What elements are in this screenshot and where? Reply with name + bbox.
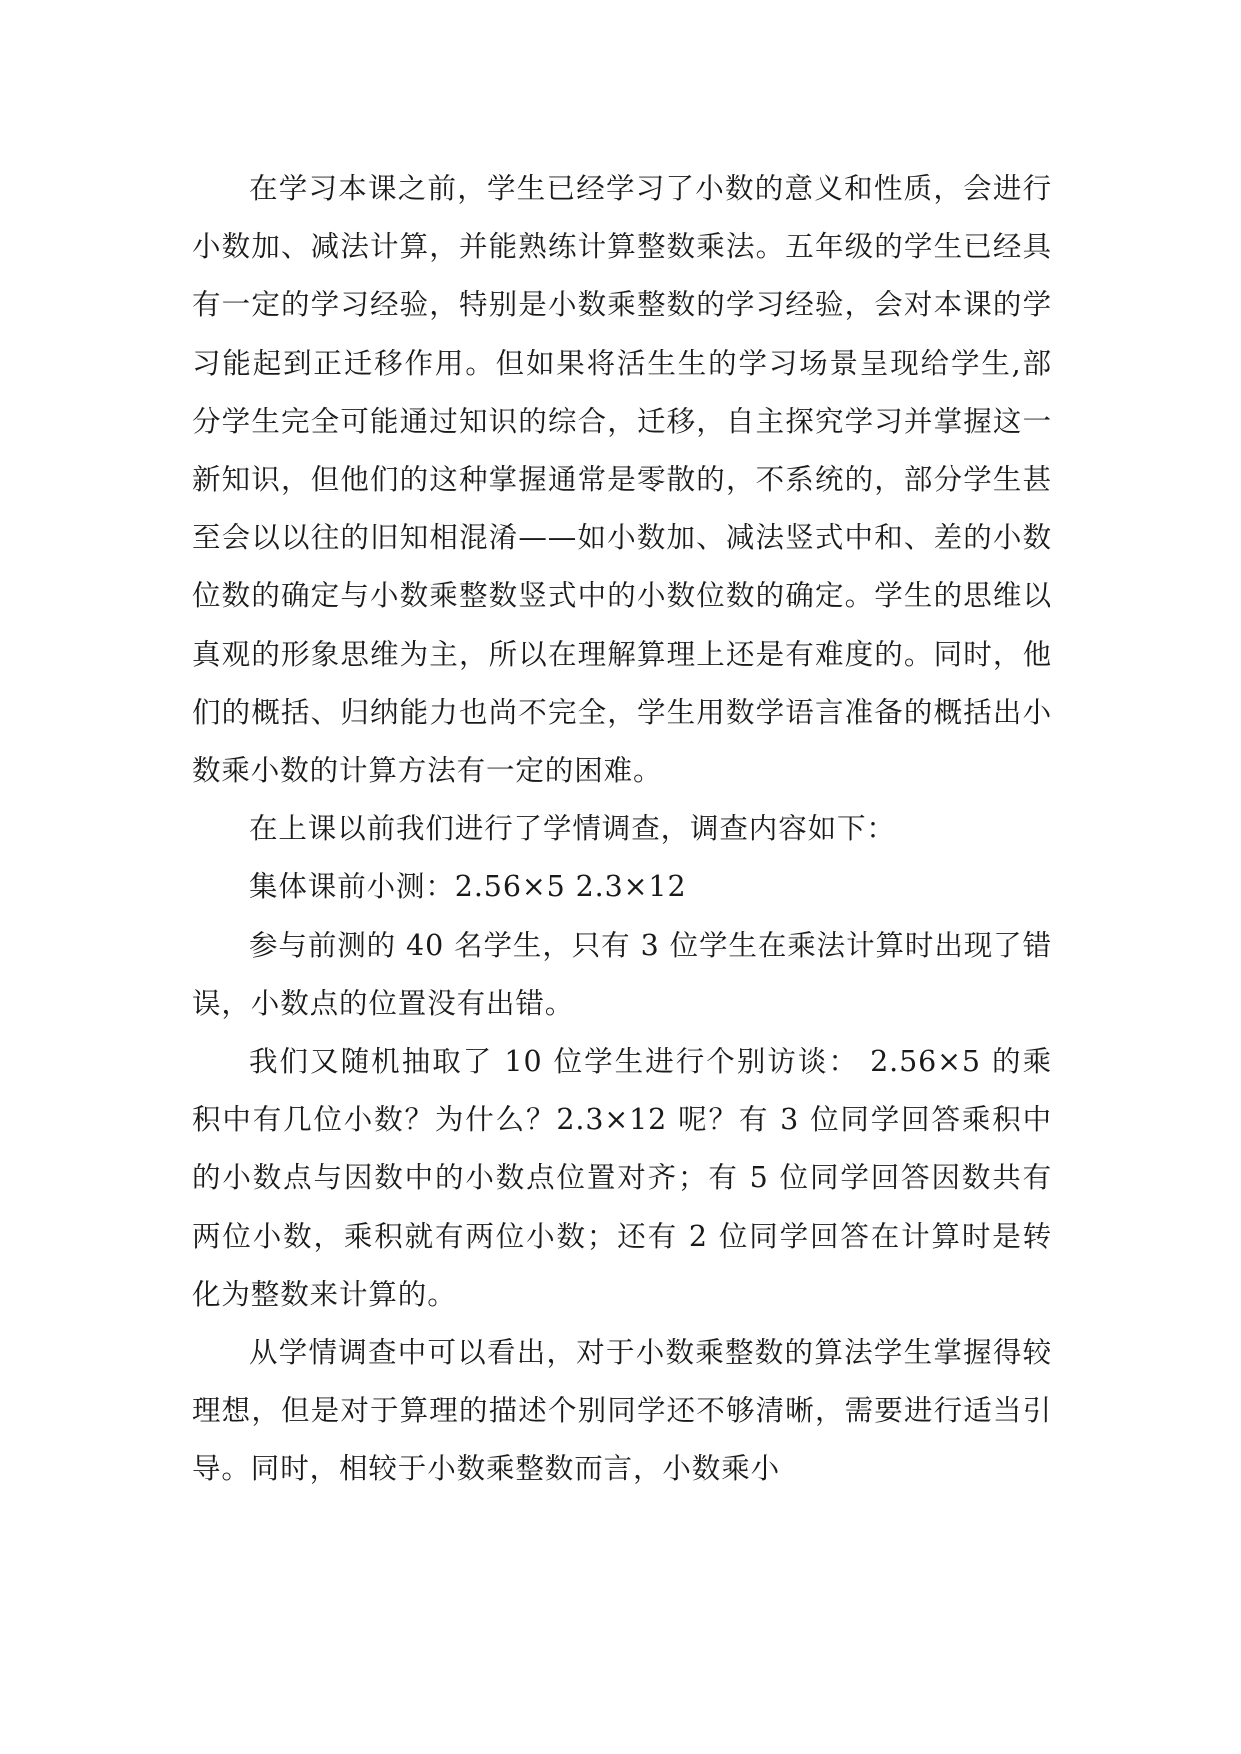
paragraph-conclusion: 从学情调查中可以看出，对于小数乘整数的算法学生掌握得较理想，但是对于算理的描述个别同学还不够清晰，需要进行适当引导。同时，相较于小数乘整数而言，小数乘小 [192, 1336, 1052, 1486]
paragraph-survey-intro: 在上课以前我们进行了学情调查，调查内容如下： [249, 812, 896, 846]
paragraph-pretest-result: 参与前测的 40 名学生，只有 3 位学生在乘法计算时出现了错误，小数点的位置没有出错。 [192, 928, 1052, 1020]
paragraph-interview: 我们又随机抽取了 10 位学生进行个别访谈： 2.56×5 的乘积中有几位小数？为什么？2.3×12 呢？有 3 位同学回答乘积中的小数点与因数中的小数点位置对齐；有 5 位同学回答因数共有两位小数，乘积就有两位小数；还有 2 位同学回答在计算时是转化为整数来计算的。 [192, 1045, 1052, 1311]
paragraph-student-analysis: 在学习本课之前，学生已经学习了小数的意义和性质，会进行小数加、减法计算，并能熟练计算整数乘法。五年级的学生已经具有一定的学习经验，特别是小数乘整数的学习经验，会对本课的学习能起到正迁移作用。但如果将活生生的学习场景呈现给学生,部分学生完全可能通过知识的综合，迁移，自主探究学习并掌握这一新知识，但他们的这种掌握通常是零散的，不系统的，部分学生甚至会以以往的旧知相混淆——如小数加、减法竖式中和、差的小数位数的确定与小数乘整数竖式中的小数位数的确定。学生的思维以真观的形象思维为主，所以在理解算理上还是有难度的。同时，他们的概括、归纳能力也尚不完全，学生用数学语言准备的概括出小数乘小数的计算方法有一定的困难。 [192, 172, 1052, 788]
document-body [192, 160, 1052, 1499]
paragraph-pretest: 集体课前小测：2.56×5 2.3×12 [249, 870, 687, 904]
